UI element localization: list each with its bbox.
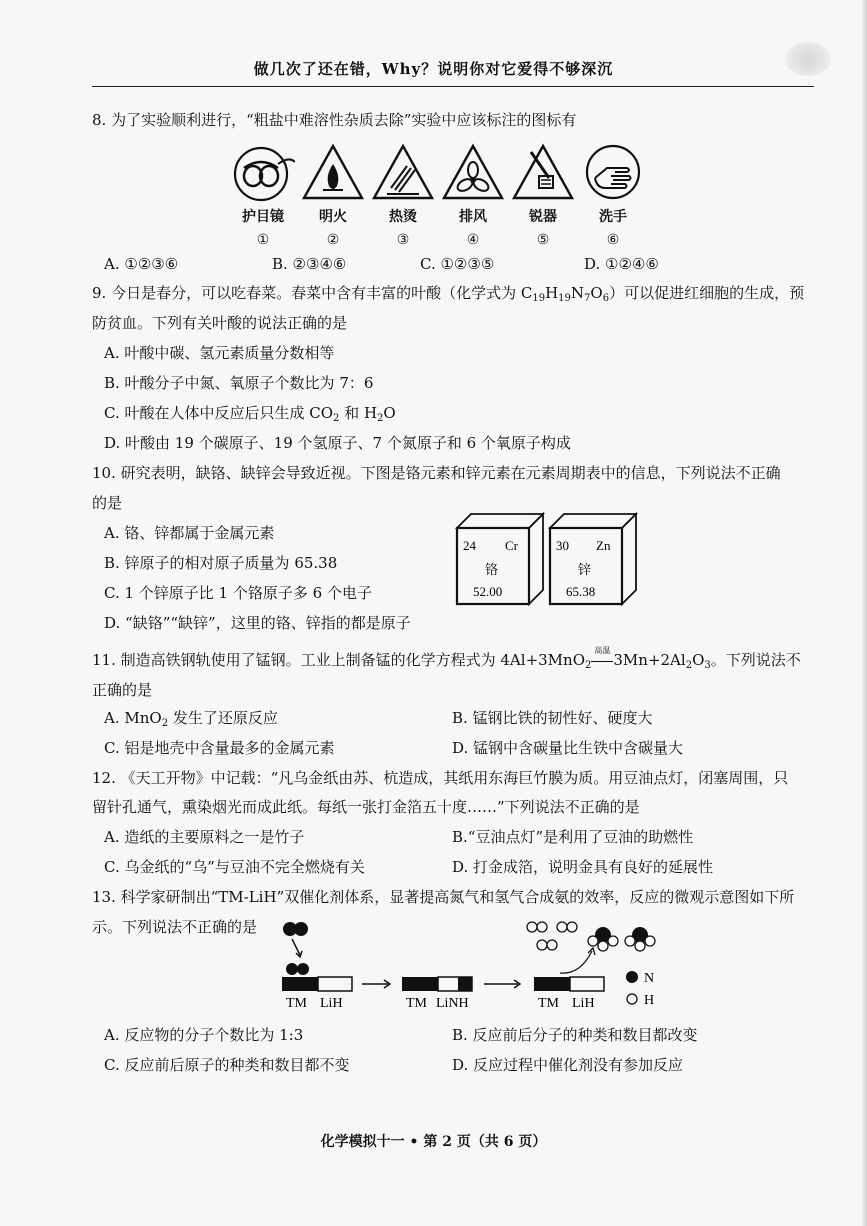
subscript: 2 xyxy=(161,718,169,729)
page-footer: 化学模拟十一 • 第 2 页（共 6 页） xyxy=(320,1134,547,1150)
text-run: 3Mn+2Al xyxy=(613,651,686,669)
text-run: 发生了还原反应 xyxy=(168,709,278,727)
q13-option-b: B. 反应前后分子的种类和数目都改变 xyxy=(452,1026,698,1044)
text-run: O xyxy=(692,651,705,669)
q11-option-b: B. 锰钢比铁的韧性好、硬度大 xyxy=(452,709,653,727)
text-run: ）可以促进红细胞的生成，预 xyxy=(609,284,805,302)
icon-sharp xyxy=(508,142,578,248)
q12-option-b: B.“豆油点灯”是利用了豆油的助燃性 xyxy=(452,828,694,846)
icon-number: ⑤ xyxy=(536,232,550,248)
label-tm: TM xyxy=(406,996,427,1011)
icon-open-flame xyxy=(298,142,368,248)
condition-label: 高温 xyxy=(594,646,611,655)
subscript: 7 xyxy=(584,293,591,304)
header-rule xyxy=(92,86,814,87)
hand-wash-icon xyxy=(581,142,645,202)
reaction-condition xyxy=(591,646,613,670)
flame-warning-icon xyxy=(301,142,365,202)
icon-label: 明火 xyxy=(319,209,347,225)
q9-option-b: B. 叶酸分子中氮、氧原子个数比为 7：6 xyxy=(104,374,374,392)
q11-option-c: C. 铝是地壳中含量最多的金属元素 xyxy=(104,739,335,757)
scan-edge-shadow xyxy=(861,0,867,1226)
label-linh: LiNH xyxy=(436,996,469,1011)
icon-number: ③ xyxy=(396,232,410,248)
label-tm: TM xyxy=(538,996,559,1011)
icon-hand-wash xyxy=(578,142,648,248)
q10-option-a: A. 铬、锌都属于金属元素 xyxy=(104,524,275,542)
q13-option-c: C. 反应前后原子的种类和数目都不变 xyxy=(104,1056,350,1074)
q9-option-d: D. 叶酸由 19 个碳原子、19 个氢原子、7 个氮原子和 6 个氧原子构成 xyxy=(104,434,571,452)
icon-label: 锐器 xyxy=(529,209,557,225)
fan-icon xyxy=(441,142,505,202)
icon-number: ⑥ xyxy=(606,232,620,248)
legend-n: N xyxy=(644,971,655,986)
icon-ventilation xyxy=(438,142,508,248)
icon-number: ② xyxy=(326,232,340,248)
icon-label: 洗手 xyxy=(599,209,627,225)
q8-stem: 8. 为了实验顺利进行，“粗盐中难溶性杂质去除”实验中应该标注的图标有 xyxy=(92,111,577,129)
text-run: 和 H xyxy=(339,404,378,422)
q9-option-c xyxy=(104,403,396,423)
icon-label: 热烫 xyxy=(389,209,417,225)
icon-label: 护目镜 xyxy=(242,209,284,225)
q13-stem-line1: 13. 科学家研制出“TM-LiH”双催化剂体系，显著提高氮气和氢气合成氨的效率，反应的微观示意图如下所 xyxy=(92,888,795,906)
q11-option-d: D. 锰钢中含碳量比生铁中含碳量大 xyxy=(452,739,684,757)
element-symbol: Zn xyxy=(596,538,611,553)
q10-stem-line2: 的是 xyxy=(92,494,123,512)
icon-number: ④ xyxy=(466,232,480,248)
icon-label: 排风 xyxy=(459,209,487,225)
q11-stem-line1 xyxy=(92,646,801,671)
subscript: 2 xyxy=(377,413,384,424)
subscript: 2 xyxy=(333,413,340,424)
q8-option-c: C. ①②③⑤ xyxy=(420,255,495,273)
text-run: A. MnO xyxy=(104,709,162,727)
q13-stem-line2: 示。下列说法不正确的是 xyxy=(92,918,258,936)
element-symbol: Cr xyxy=(505,538,518,553)
page-header: 做几次了还在错，Why？说明你对它爱得不够深沉 xyxy=(253,60,614,78)
subscript: 2 xyxy=(685,660,693,671)
subscript: 19 xyxy=(558,293,571,304)
q12-option-a: A. 造纸的主要原料之一是竹子 xyxy=(104,828,305,846)
text-run: O xyxy=(383,404,396,422)
label-lih: LiH xyxy=(320,996,343,1011)
q10-option-b: B. 锌原子的相对原子质量为 65.38 xyxy=(104,554,338,572)
q12-stem-line1: 12. 《天工开物》中记载：“凡乌金纸由苏、杭造成，其纸用东海巨竹膜为质。用豆油点灯，闭塞周围，只 xyxy=(92,769,789,787)
atomic-mass: 52.00 xyxy=(473,584,503,599)
text-run: H xyxy=(545,284,559,302)
q9-option-a: A. 叶酸中碳、氢元素质量分数相等 xyxy=(104,344,335,362)
subscript: 19 xyxy=(532,293,546,304)
q11-stem-line2: 正确的是 xyxy=(92,681,153,699)
subscript: 2 xyxy=(585,660,592,671)
icon-number: ① xyxy=(256,232,270,248)
legend-h: H xyxy=(644,993,655,1008)
q13-option-a: A. 反应物的分子个数比为 1:3 xyxy=(104,1026,304,1044)
text-run: O xyxy=(590,284,603,302)
q10-option-d: D. “缺铬”“缺锌”，这里的铬、锌指的都是原子 xyxy=(104,614,411,632)
text-run: 11. 制造高铁钢轨使用了锰钢。工业上制备锰的化学方程式为 4Al+3MnO xyxy=(92,651,585,669)
atomic-number: 30 xyxy=(556,538,569,553)
q9-stem-line1 xyxy=(92,283,804,303)
text-run: N xyxy=(570,284,585,302)
q13-reaction-diagram xyxy=(270,915,670,1035)
goggles-icon xyxy=(231,142,295,202)
text-run: 9. 今日是春分，可以吃春菜。春菜中含有丰富的叶酸（化学式为 C xyxy=(92,284,533,302)
q8-option-d: D. ①②④⑥ xyxy=(584,255,659,273)
element-cell-chromium xyxy=(455,512,545,606)
atomic-number: 24 xyxy=(463,538,476,553)
q9-stem-line2: 防贫血。下列有关叶酸的说法正确的是 xyxy=(92,314,348,332)
label-lih: LiH xyxy=(572,996,595,1011)
subscript: 3 xyxy=(704,660,711,671)
element-cell-zinc xyxy=(548,512,638,606)
text-run: 。下列说法不 xyxy=(710,651,801,669)
q8-option-b: B. ②③④⑥ xyxy=(272,255,347,273)
q12-option-d: D. 打金成箔，说明金具有良好的延展性 xyxy=(452,858,714,876)
q11-option-a xyxy=(104,708,278,728)
q8-option-a: A. ①②③⑥ xyxy=(104,255,179,273)
subscript: 6 xyxy=(602,293,610,304)
q10-option-c: C. 1 个锌原子比 1 个铬原子多 6 个电子 xyxy=(104,584,372,602)
text-run: C. 叶酸在人体中反应后只生成 CO xyxy=(104,404,334,422)
sharp-object-icon xyxy=(511,142,575,202)
q10-stem-line1: 10. 研究表明，缺铬、缺锌会导致近视。下图是铬元素和锌元素在元素周期表中的信息，下列说法不正确 xyxy=(92,464,781,482)
q12-option-c: C. 乌金纸的“乌”与豆油不完全燃烧有关 xyxy=(104,858,365,876)
icon-hot xyxy=(368,142,438,248)
q13-option-d: D. 反应过程中催化剂没有参加反应 xyxy=(452,1056,684,1074)
label-tm: TM xyxy=(286,996,307,1011)
icon-goggles xyxy=(228,142,298,248)
atomic-mass: 65.38 xyxy=(566,584,596,599)
q8-safety-icons xyxy=(228,142,648,246)
element-name: 锌 xyxy=(578,563,592,578)
hot-surface-icon xyxy=(371,142,435,202)
element-name: 铬 xyxy=(485,563,499,578)
q12-stem-line2: 留针孔通气，熏染烟光而成此纸。每纸一张打金箔五十度……”下列说法不正确的是 xyxy=(92,798,640,816)
